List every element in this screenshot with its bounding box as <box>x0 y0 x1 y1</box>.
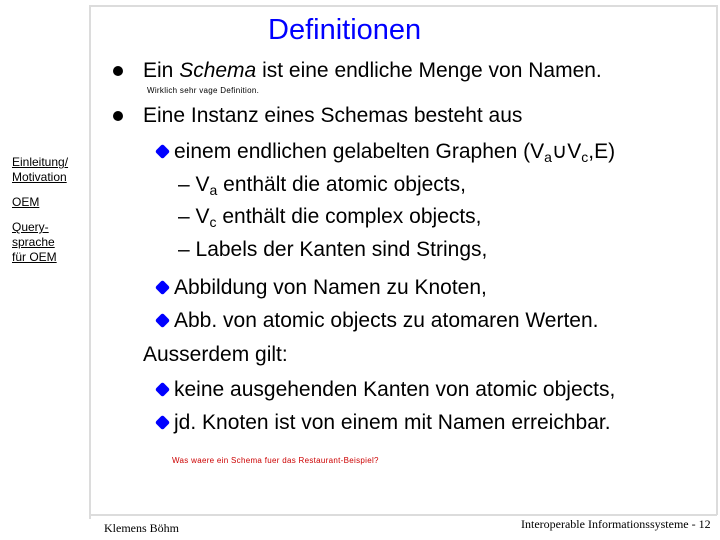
sidebar-item-querysprache[interactable]: Query- sprache für OEM <box>12 220 57 264</box>
bullet-schema-pre: Ein <box>143 59 180 82</box>
note-restaurant-question: Was waere ein Schema fuer das Restaurant-Beispiel? <box>172 456 379 465</box>
dash-item-vc: – $V_c$ enthält die complex objects, <box>178 205 482 230</box>
diamond-bullet-icon <box>155 415 170 430</box>
sub-bullet-keine-kanten: keine ausgehenden Kanten von atomic objects, <box>155 378 615 402</box>
dash-item-labels: – Labels der Kanten sind Strings, <box>178 238 488 261</box>
footer-author: Klemens Böhm <box>104 521 179 535</box>
bullet-instanz: Eine Instanz eines Schemas besteht aus <box>143 104 523 127</box>
ausserdem-heading: Ausserdem gilt: <box>143 343 288 366</box>
sidebar-item-oem[interactable]: OEM <box>12 195 40 209</box>
sub-bullet-abbildung: Abbildung von Namen zu Knoten, <box>155 276 487 300</box>
sub-bullet-abb: Abb. von atomic objects zu atomaren Werten. <box>155 309 599 333</box>
union-icon: ∪ <box>551 140 568 163</box>
bullet-schema-term: Schema <box>179 59 257 82</box>
slide-frame-left <box>89 5 91 519</box>
sub-bullet-erreichbar: jd. Knoten ist von einem mit Namen erreichbar. <box>155 411 611 435</box>
dash-item-va: – $V_a$ enthält die atomic objects, <box>178 173 466 198</box>
diamond-bullet-icon <box>155 280 170 295</box>
bullet-schema <box>143 59 602 83</box>
slide-frame-bottom <box>90 514 717 516</box>
diamond-bullet-icon <box>155 313 170 328</box>
slide-title: Definitionen <box>268 14 422 46</box>
slide-frame-top <box>90 5 717 7</box>
footer-course-page: Interoperable Informationssysteme - 12 <box>521 517 711 531</box>
bullet-schema-post: ist eine endliche Menge von Namen. <box>256 59 602 82</box>
sidebar-item-einleitung[interactable]: Einleitung/ Motivation <box>12 155 69 184</box>
note-vague-definition: Wirklich sehr vage Definition. <box>147 86 260 95</box>
diamond-bullet-icon <box>155 382 170 397</box>
bullet-dot-icon <box>113 111 123 121</box>
sub-bullet-graph: einem endlichen gelabelten Graphen $(V_a\cup V_c,E)$ <box>155 140 615 169</box>
slide-frame-right <box>716 5 718 515</box>
diamond-bullet-icon <box>155 144 170 159</box>
bullet-dot-icon <box>113 66 123 76</box>
